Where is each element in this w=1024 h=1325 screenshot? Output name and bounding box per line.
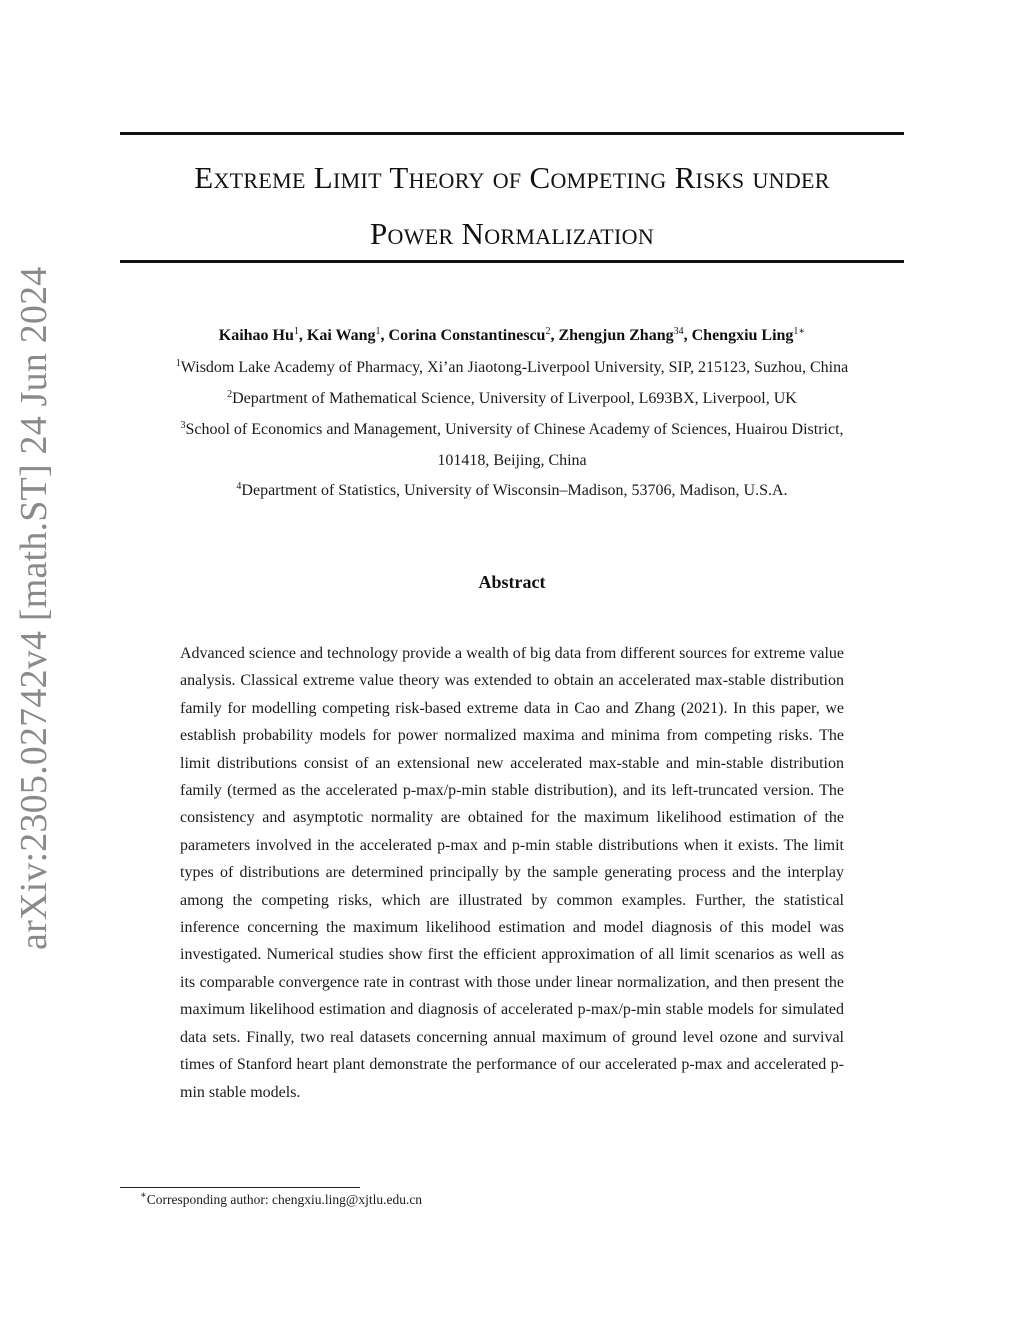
abstract-heading: Abstract [478, 572, 546, 592]
author-affiliation-mark: 2 [545, 326, 551, 337]
author-name: Kaihao Hu [218, 327, 294, 344]
affiliation-3-continued: 101418, Beijing, China [437, 452, 587, 469]
author-name: Chengxiu Ling [691, 327, 794, 344]
author-affiliation-mark: 1 [375, 326, 381, 337]
title-top-rule [120, 132, 904, 135]
paper-title-line-1: Extreme Limit Theory of Competing Risks under [194, 160, 830, 195]
arxiv-identifier-stamp: arXiv:2305.02742v4 [math.ST] 24 Jun 2024 [13, 266, 55, 950]
affiliation-text: Department of Mathematical Science, University of Liverpool, L693BX, Liverpool, UK [232, 390, 797, 407]
affiliation-3 [110, 420, 914, 440]
affiliation-mark: 1 [175, 358, 181, 369]
author-list: Kaihao Hu$^1$, Kai Wang$^1$, Corina Constantinescu$^2$, Zhengjun Zhang$^{34}$, Chengxiu Ling$^{1∗}$ [218, 326, 806, 344]
affiliation-mark: 2 [227, 389, 233, 400]
affiliation-text: School of Economics and Management, University of Chinese Academy of Sciences, Huairou District, [185, 421, 844, 438]
affiliation-text: Department of Statistics, University of Wisconsin–Madison, 53706, Madison, U.S.A. [241, 482, 788, 499]
author-affiliation-mark: 1∗ [793, 326, 806, 337]
author-affiliation-mark: 34 [673, 326, 684, 337]
author-affiliation-mark: 1 [293, 326, 299, 337]
paper-title-line-2: Power Normalization [369, 216, 655, 251]
affiliation-mark: 3 [180, 420, 186, 431]
author-name: Zhengjun Zhang [558, 327, 674, 344]
author-name: Corina Constantinescu [388, 327, 546, 344]
footnote-mark: ∗ [140, 1190, 147, 1201]
title-bottom-rule [120, 260, 904, 263]
footnote-rule [120, 1187, 360, 1188]
corresponding-author-footnote [140, 1191, 422, 1209]
abstract-body [180, 640, 844, 1106]
affiliation-1 [110, 358, 914, 378]
footnote-text: Corresponding author: chengxiu.ling@xjtlu.edu.cn [146, 1192, 423, 1207]
affiliation-2 [110, 389, 914, 409]
author-name: Kai Wang [306, 327, 376, 344]
abstract-paragraph: Advanced science and technology provide a wealth of big data from different sources for extreme value analysis. Classical extreme value theory was extended to obtain an accelerated max-stable distribution family for modelling competing risk-based extreme data in Cao and Zhang (2021). In this paper, we establish probability models for power normalized maxima and minima from competing risks. The limit distributions consist of an extensional new accelerated max-stable and min-stable distribution family (termed as the accelerated p-max/p-min stable distribution), and its left-truncated version. The consistency and asymptotic normality are obtained for the maximum likelihood estimation of the parameters involved in the accelerated p-max and p-min stable distributions when it exists. The limit types of distributions are determined principally by the sample generating process and the interplay among the competing risks, which are illustrated by common examples. Further, the statistical inference concerning the maximum likelihood estimation and model diagnosis of this model was investigated. Numerical studies show first the efficient approximation of all limit scenarios as well as its comparable convergence rate in contrast with those under linear normalization, and then present the maximum likelihood estimation and diagnosis of accelerated p-max/p-min stable models for simulated data sets. Finally, two real datasets concerning annual maximum of ground level ozone and survival times of Stanford heart plant demonstrate the performance of our accelerated p-max and accelerated p-min stable models. [180, 645, 844, 1101]
affiliation-text: Wisdom Lake Academy of Pharmacy, Xi’an Jiaotong-Liverpool University, SIP, 215123, Suzhou, China [180, 359, 849, 376]
affiliation-4 [110, 481, 914, 501]
affiliation-mark: 4 [236, 481, 242, 492]
